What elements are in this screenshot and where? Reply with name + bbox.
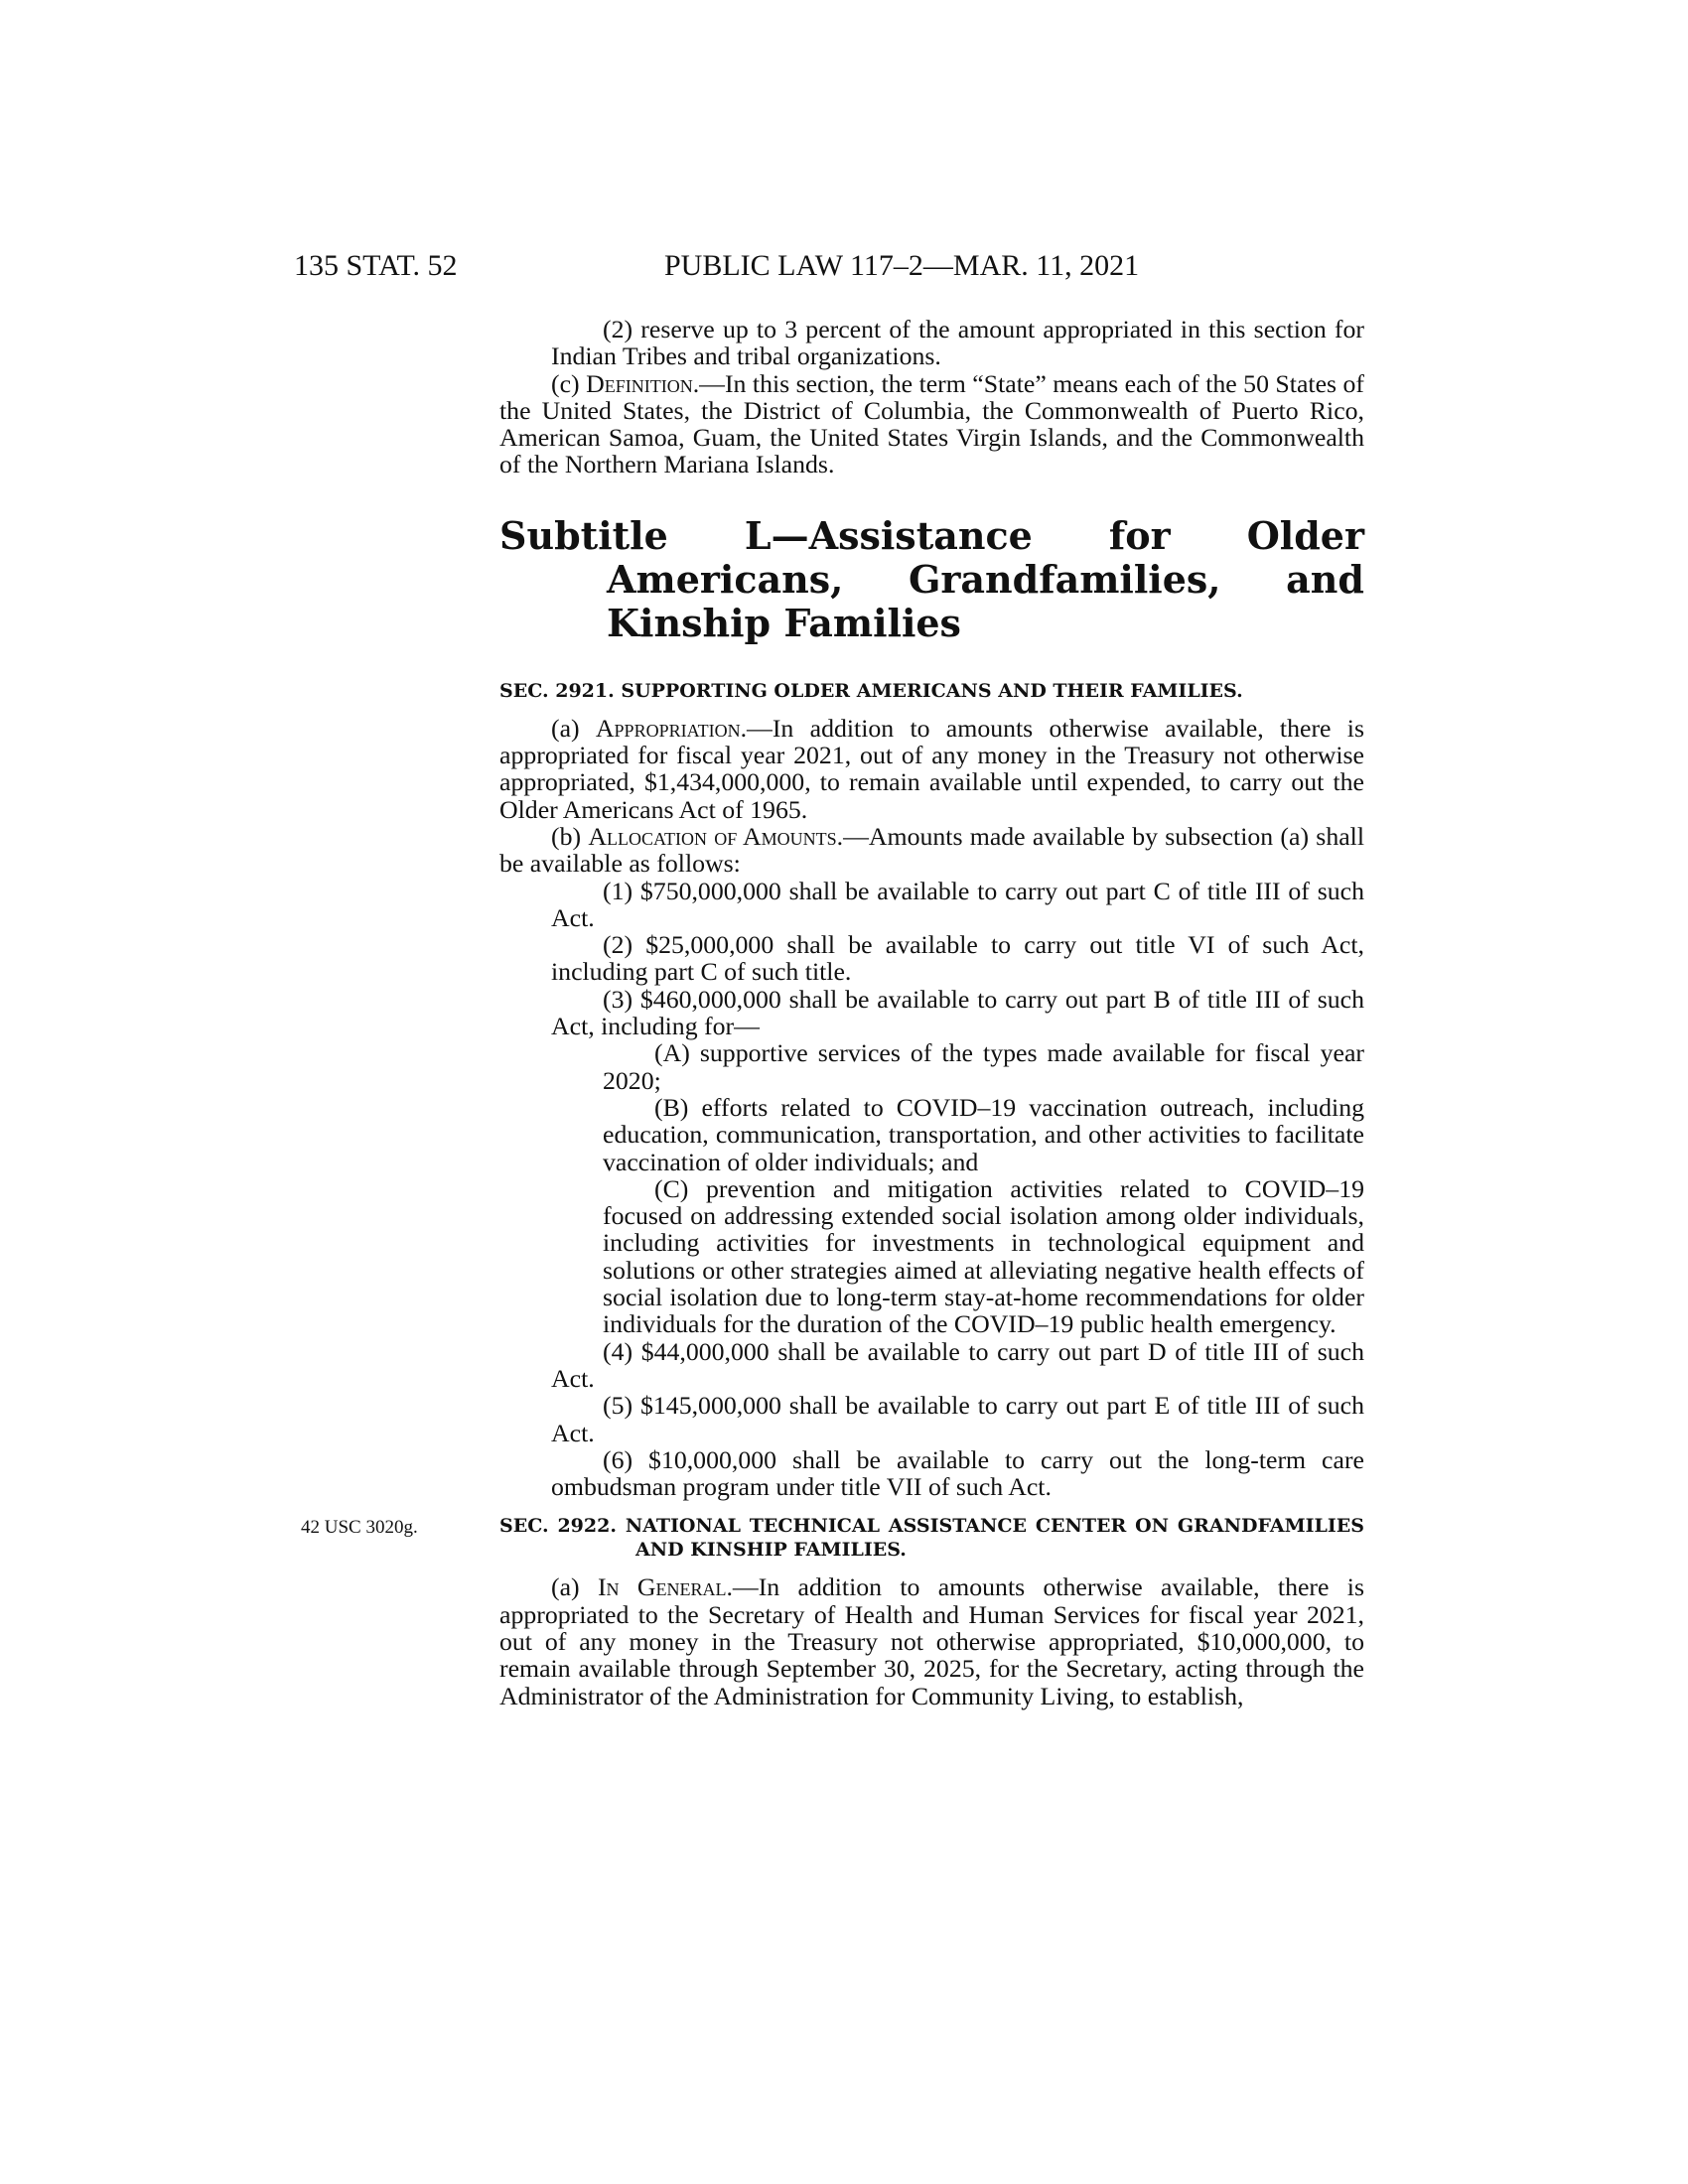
subtitle-heading: Subtitle L—Assistance for Older Americans, Grandfamilies, and Kinship Families <box>499 512 1364 645</box>
appropriation-heading: Appropriation <box>595 713 741 743</box>
allocation-item-3: (3) $460,000,000 shall be available to carry out part B of title III of such Act, including for— <box>551 984 1364 1041</box>
in-general-text: .—In addition to amounts otherwise available, there is appropriated to the Secretary of Health and Human Services for fiscal year 2021, out of any money in the Treasury not otherwise appropriated, $10,000,000, to remain available through September 30, 2025, for the Secretary, acting through the Administrator of the Administration for Community Living, to establish, <box>499 1572 1364 1710</box>
allocation-item-3b: (B) efforts related to COVID–19 vaccination outreach, including education, communication, transportation, and other activities to facilitate vaccination of older individuals; and <box>603 1092 1364 1176</box>
allocation-item-3c: (C) prevention and mitigation activities related to COVID–19 focused on addressing extended social isolation among older individuals, including activities for investments in technological equipment and solutions or other strategies aimed at alleviating negative health effects of social isolation due to long-term stay-at-home recommendations for older individuals for the duration of the COVID–19 public health emergency. <box>603 1173 1364 1339</box>
usc-margin-note: 42 USC 3020g. <box>301 1517 418 1539</box>
definition-label: (c) <box>551 368 587 398</box>
section-2921-allocation <box>499 823 1364 878</box>
allocation-item-5: (5) $145,000,000 shall be available to carry out part E of title III of such Act. <box>551 1391 1364 1447</box>
section-2921-heading: SEC. 2921. SUPPORTING OLDER AMERICANS AND THEIR FAMILIES. <box>499 679 1243 702</box>
allocation-item-4: (4) $44,000,000 shall be available to carry out part D of title III of such Act. <box>551 1336 1364 1393</box>
allocation-heading: Allocation of Amounts <box>588 821 837 851</box>
in-general-heading: In General <box>597 1572 727 1602</box>
definition-heading: Definition <box>586 368 693 398</box>
document-body <box>301 315 1364 1710</box>
allocation-item-6: (6) $10,000,000 shall be available to carry out the long-term care ombudsman program under title VII of such Act. <box>551 1444 1364 1502</box>
paragraph-reserve: (2) reserve up to 3 percent of the amount appropriated in this section for Indian Tribes and tribal organizations. <box>551 315 1364 371</box>
appropriation-label: (a) <box>551 713 596 743</box>
allocation-label: (b) <box>551 821 589 851</box>
appropriation-text: .—In addition to amounts otherwise available, there is appropriated for fiscal year 2021, out of any money in the Treasury not otherwise appropriated, $1,434,000,000, to remain available until expended, to carry out the Older Americans Act of 1965. <box>499 713 1364 824</box>
allocation-text: .—Amounts made available by subsection (a) shall be available as follows: <box>499 821 1364 879</box>
section-2922-heading: SEC. 2922. NATIONAL TECHNICAL ASSISTANCE CENTER ON GRANDFAMILIES AND KINSHIP FAMILIES. <box>499 1515 1364 1562</box>
section-2922-heading-wrap <box>301 1514 1364 1562</box>
allocation-item-2: (2) $25,000,000 shall be available to carry out title VI of such Act, including part C of such title. <box>551 930 1364 987</box>
statute-page-reference: 135 STAT. 52 <box>294 249 458 282</box>
definition-text: .—In this section, the term “State” means each of the 50 States of the United States, the District of Columbia, the Commonwealth of Puerto Rico, American Samoa, Guam, the United States Virgin Islands, and the Commonwealth of the Northern Mariana Islands. <box>499 368 1364 479</box>
page-header <box>294 246 1366 286</box>
in-general-label: (a) <box>551 1572 598 1602</box>
law-title: PUBLIC LAW 117–2—MAR. 11, 2021 <box>664 249 1140 282</box>
allocation-item-3a: (A) supportive services of the types made available for fiscal year 2020; <box>603 1038 1364 1095</box>
allocation-item-1: (1) $750,000,000 shall be available to carry out part C of title III of such Act. <box>551 876 1364 932</box>
section-2921-appropriation <box>499 715 1364 823</box>
section-2922-in-general <box>499 1573 1364 1708</box>
paragraph-definition <box>499 370 1364 478</box>
